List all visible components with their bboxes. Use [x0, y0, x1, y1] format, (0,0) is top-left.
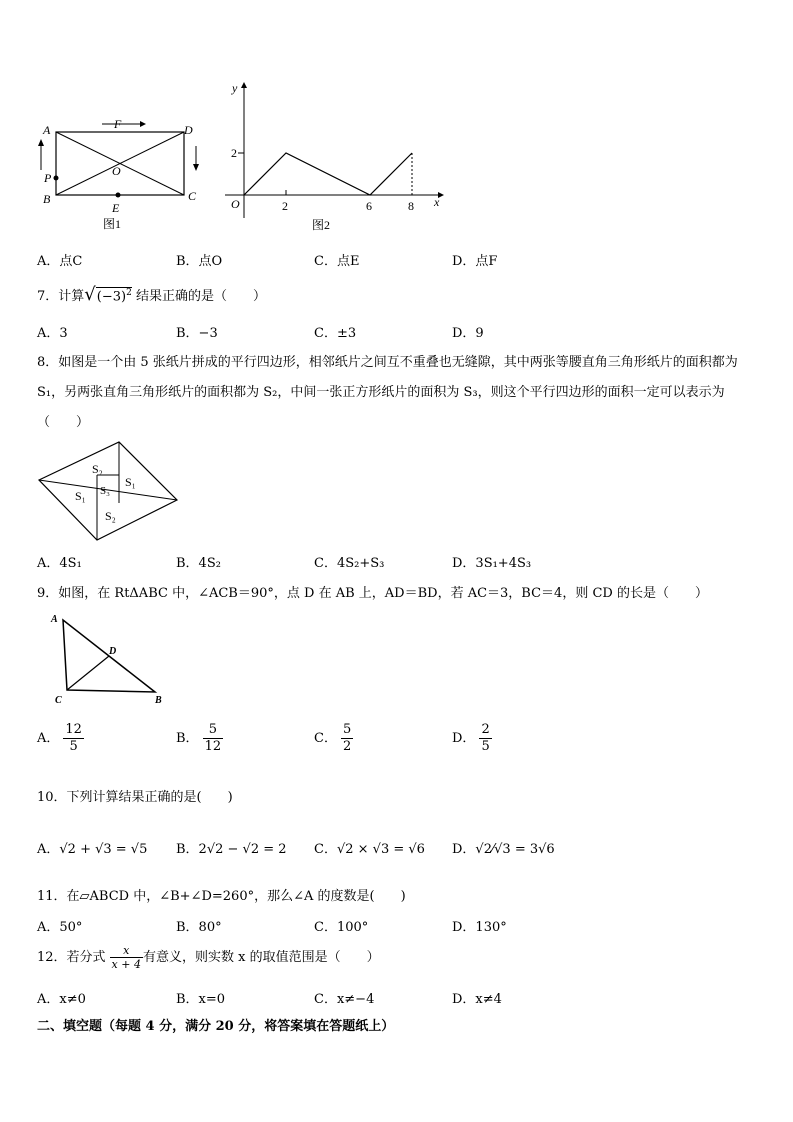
fig2-y-tick: 2: [231, 146, 237, 160]
q9-figure: [45, 610, 175, 710]
q6-option-a[interactable]: A．点C: [37, 254, 83, 269]
q8-label-s2-bottom: S₂: [105, 509, 116, 523]
q12-suffix: 有意义，则实数 x 的取值范围是（ ）: [142, 950, 380, 965]
q8-option-a[interactable]: A．4S₁: [37, 556, 82, 571]
q7-sqrt: √: [84, 284, 96, 305]
q10-option-d[interactable]: D．√2⁄√3 = 3√6: [452, 842, 555, 857]
q9-option-b-den: 12: [204, 739, 222, 754]
q9-option-d-fraction: [479, 722, 491, 755]
q9-option-b[interactable]: [176, 722, 223, 755]
q9-option-a-fraction: [63, 722, 84, 755]
section-2-heading: 二、填空题（每题 4 分，满分 20 分，将答案填在答题纸上）: [37, 1019, 395, 1034]
q7-stem: [37, 284, 266, 305]
q9-option-c-fraction: [341, 722, 353, 755]
q12-option-d[interactable]: D．x≠4: [452, 992, 502, 1007]
figure-2: [220, 78, 450, 238]
q8-figure: [35, 440, 185, 545]
q7-option-b[interactable]: B．−3: [176, 326, 218, 341]
q7-exponent: 2: [126, 287, 132, 298]
fig1-label-A: A: [43, 123, 51, 137]
fig2-x-tick-6: 6: [366, 199, 372, 213]
q8-option-c[interactable]: C．4S₂+S₃: [314, 556, 385, 571]
fig1-label-E: E: [112, 201, 120, 215]
fig1-label-P: P: [44, 171, 52, 185]
q11-option-b[interactable]: B．80°: [176, 920, 222, 935]
q6-option-d[interactable]: D．点F: [452, 254, 498, 269]
q10-option-a[interactable]: A．√2 + √3 = √5: [37, 842, 148, 857]
q11-stem: 11．在▱ABCD 中，∠B+∠D=260°，那么∠A 的度数是( ): [37, 889, 406, 904]
q9-option-a-num: 12: [65, 722, 82, 737]
q9-label-B: B: [155, 695, 162, 706]
q9-stem: 9．如图，在 RtΔABC 中，∠ACB＝90°，点 D 在 AB 上，AD＝BD，若 AC＝3，BC＝4，则 CD 的长是（ ）: [37, 586, 708, 601]
q12-option-b[interactable]: B．x=0: [176, 992, 226, 1007]
fig1-label-O: O: [112, 164, 121, 178]
q10-option-c[interactable]: C．√2 × √3 = √6: [314, 842, 425, 857]
q9-option-b-fraction: [203, 722, 224, 755]
fig1-caption: 图1: [103, 217, 122, 231]
q9-option-a[interactable]: [37, 722, 84, 755]
q9-option-d-num: 2: [481, 722, 490, 737]
q8-label-s1-left: S₁: [75, 489, 86, 503]
figure-1: [30, 108, 220, 238]
q6-option-c[interactable]: C．点E: [314, 254, 360, 269]
q9-option-a-label: A．: [37, 731, 60, 746]
q8-option-d[interactable]: D．3S₁+4S₃: [452, 556, 532, 571]
q7-radicand: [96, 287, 132, 304]
q9-option-d-label: D．: [452, 731, 476, 746]
q12-fraction: [110, 944, 143, 971]
fig2-origin: O: [231, 197, 240, 211]
fig1-label-F: F: [114, 117, 122, 131]
q7-option-d[interactable]: D．9: [452, 326, 484, 341]
q9-option-c-den: 2: [342, 739, 352, 754]
q7-option-a[interactable]: A．3: [37, 326, 68, 341]
fig2-caption: 图2: [312, 218, 331, 232]
fig2-x-label: x: [434, 195, 440, 209]
q11-option-d[interactable]: D．130°: [452, 920, 507, 935]
q12-option-a[interactable]: A．x≠0: [37, 992, 86, 1007]
q12-prefix: 12．若分式: [37, 950, 106, 965]
q9-option-d[interactable]: [452, 722, 492, 755]
fig2-graph-line: [244, 153, 412, 195]
q10-option-b[interactable]: B．2√2 − √2 = 2: [176, 842, 287, 857]
q8-label-s2-top: S₂: [92, 462, 103, 476]
q9-option-c-label: C．: [314, 731, 337, 746]
fig1-label-D: D: [184, 123, 193, 137]
q12-option-c[interactable]: C．x≠−4: [314, 992, 375, 1007]
q9-label-C: C: [55, 695, 62, 706]
q8-stem: 8．如图是一个由 5 张纸片拼成的平行四边形，相邻纸片之间互不重叠也无缝隙，其中两张等腰直角三角形纸片的面积都为 S₁，另两张直角三角形纸片的面积都为 S₂，中间一张正方形纸片的面积为 S₃，则这个平行四边形的面积一定可以表示为（ ）: [37, 355, 738, 430]
q12-frac-num: x: [110, 944, 143, 958]
q9-option-d-den: 5: [481, 739, 490, 754]
q12-frac-den: x + 4: [111, 958, 141, 971]
fig2-y-label: y: [232, 81, 238, 95]
q9-option-b-num: 5: [203, 722, 224, 739]
q8-label-s3: S₃: [100, 485, 110, 497]
q12-stem: [37, 944, 380, 971]
fig1-label-C: C: [188, 189, 197, 203]
q7-radicand-text: (−3): [96, 289, 127, 304]
fig1-label-B: B: [43, 192, 51, 206]
q11-option-a[interactable]: A．50°: [37, 920, 83, 935]
q9-label-D: D: [109, 646, 117, 657]
fig2-x-tick-8: 8: [408, 199, 414, 213]
q9-option-b-label: B．: [176, 731, 199, 746]
q10-stem: 10．下列计算结果正确的是( ): [37, 790, 233, 805]
q9-option-a-den: 5: [69, 739, 78, 754]
fig2-x-tick-2: 2: [282, 199, 288, 213]
q9-option-c-num: 5: [342, 722, 352, 737]
q6-option-b[interactable]: B．点O: [176, 254, 223, 269]
q7-option-c[interactable]: C．±3: [314, 326, 357, 341]
q11-option-c[interactable]: C．100°: [314, 920, 369, 935]
q7-suffix: 结果正确的是（ ）: [135, 289, 266, 304]
q9-option-c[interactable]: [314, 722, 353, 755]
q7-prefix: 7．计算: [37, 289, 85, 304]
q8-option-b[interactable]: B．4S₂: [176, 556, 221, 571]
q9-label-A: A: [51, 614, 58, 625]
q8-label-s1-right: S₁: [125, 475, 136, 489]
